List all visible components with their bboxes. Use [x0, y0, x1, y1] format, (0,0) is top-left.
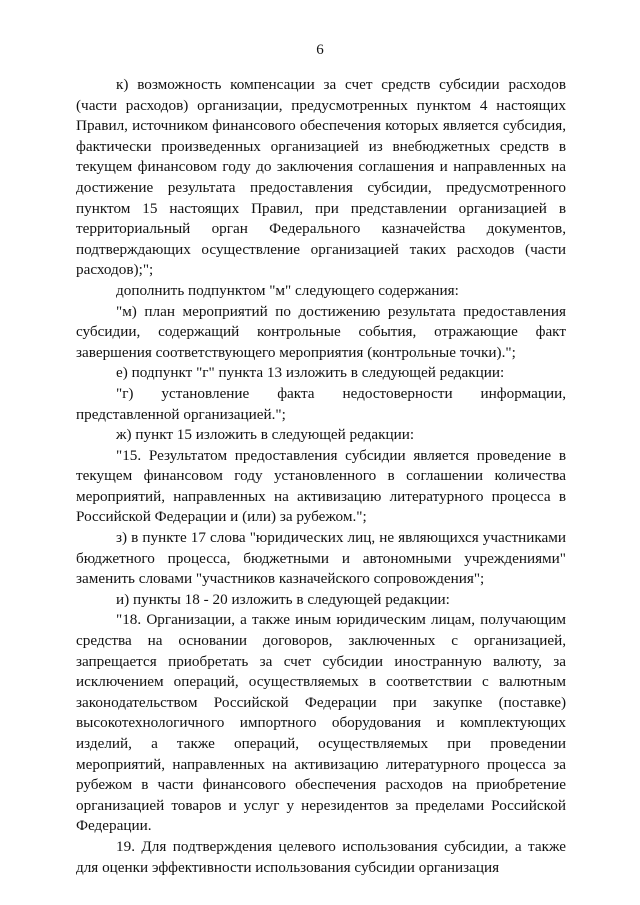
- paragraph-19: 19. Для подтверждения целевого использования субсидии, а также для оценки эффективности использования субсидии организация: [76, 837, 566, 876]
- paragraph-18: "18. Организации, а также иным юридическим лицам, получающим средства на основании договоров, заключенных с организацией, запрещается приобретать за счет субсидии иностранную валюту, за исключением операций, осуществляемых в соответствии с валютным законодательством Российской Федерации при закупке (поставке) высокотехнологичного импортного оборудования и комплектующих изделий, а также операций, осуществляемых при проведении мероприятий, направленных на активизацию литературного процесса за рубежом в части финансового обеспечения расходов на приобретение организацией товаров и услуг у нерезидентов за пределами Российской Федерации.: [76, 611, 566, 835]
- paragraph-zh: ж) пункт 15 изложить в следующей редакции:: [116, 426, 415, 444]
- document-body: [76, 75, 566, 878]
- paragraph-m: "м) план мероприятий по достижению результата предоставления субсидии, содержащий контрольные события, отражающие факт завершения соответствующего мероприятия (контрольные точки).";: [76, 302, 566, 361]
- page-number: 6: [316, 42, 324, 58]
- paragraph-z: з) в пункте 17 слова "юридических лиц, не являющихся участниками бюджетного процесса, бюджетными и автономными учреждениями" заменить словами "участников казначейского сопровождения";: [76, 529, 566, 588]
- paragraph-k: к) возможность компенсации за счет средств субсидии расходов (части расходов) организации, предусмотренных пунктом 4 настоящих Правил, источником финансового обеспечения которых является субсидия, фактически произведенных организацией из внебюджетных средств в текущем финансовом году до заключения соглашения и направленных на достижение результата предоставления субсидии, предусмотренного пунктом 15 настоящих Правил, при представлении организацией в территориальный орган Федерального казначейства документов, подтверждающих осуществление организацией таких расходов (части расходов);";: [76, 76, 566, 279]
- paragraph-i: и) пункты 18 - 20 изложить в следующей редакции:: [116, 590, 450, 608]
- paragraph-15: "15. Результатом предоставления субсидии является проведение в текущем финансовом году установленного в соглашении количества мероприятий, направленных на активизацию литературного процесса в Российской Федерации и (или) за рубежом.";: [76, 446, 566, 526]
- paragraph-g: "г) установление факта недостоверности информации, представленной организацией.";: [76, 384, 566, 423]
- paragraph-e: е) подпункт "г" пункта 13 изложить в следующей редакции:: [116, 364, 505, 382]
- paragraph-add-subitem-m: дополнить подпунктом "м" следующего содержания:: [116, 281, 459, 299]
